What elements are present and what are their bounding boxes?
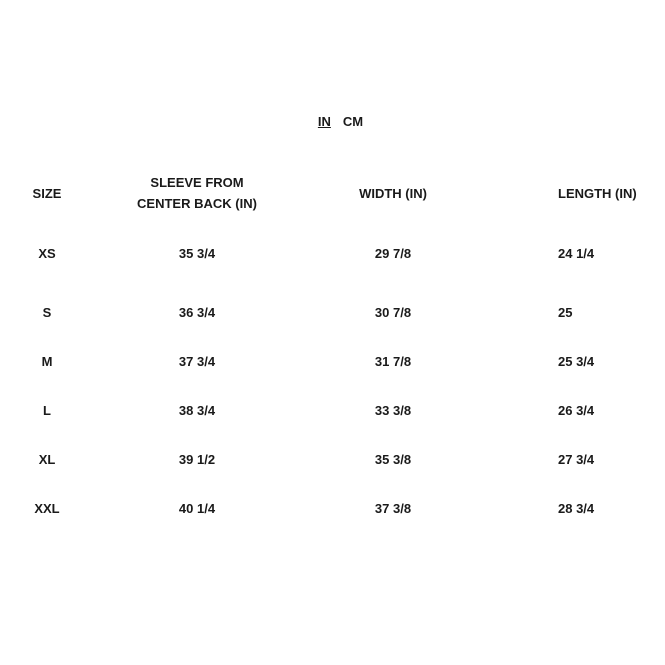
table-row (0, 386, 665, 435)
header-length: LENGTH (IN) (558, 185, 637, 201)
size-chart-table (0, 168, 665, 533)
unit-cm-tab[interactable]: CM (342, 114, 364, 129)
cell-size: XL (38, 452, 56, 467)
cell-size: XXL (34, 501, 60, 516)
unit-toggle (0, 114, 665, 130)
cell-size: M (41, 354, 53, 369)
cell-length: 25 (558, 305, 573, 320)
cell-length: 26 3/4 (558, 403, 595, 418)
cell-length: 28 3/4 (558, 501, 595, 516)
cell-width: 29 7/8 (374, 245, 412, 261)
cell-width: 30 7/8 (374, 305, 412, 320)
cell-sleeve: 38 3/4 (178, 403, 216, 418)
header-size: SIZE (32, 185, 62, 201)
header-sleeve-label: SLEEVE FROM CENTER BACK (IN) (137, 175, 257, 211)
unit-in-tab[interactable]: IN (317, 114, 331, 129)
header-width: WIDTH (IN) (359, 185, 427, 201)
table-row (0, 435, 665, 484)
table-row (0, 218, 665, 288)
cell-sleeve: 39 1/2 (178, 452, 216, 467)
table-row (0, 337, 665, 386)
cell-sleeve: 40 1/4 (178, 501, 216, 516)
table-row (0, 484, 665, 533)
cell-sleeve: 37 3/4 (178, 354, 216, 369)
cell-width: 33 3/8 (374, 403, 412, 418)
cell-width: 37 3/8 (374, 501, 412, 516)
cell-length: 25 3/4 (558, 354, 595, 369)
table-header-row (0, 168, 665, 218)
cell-length: 27 3/4 (558, 452, 595, 467)
table-row (0, 288, 665, 337)
cell-width: 35 3/8 (374, 452, 412, 467)
cell-size: L (43, 403, 51, 418)
cell-length: 24 1/4 (558, 245, 595, 261)
cell-sleeve: 35 3/4 (178, 245, 216, 261)
cell-size: XS (38, 245, 56, 261)
header-sleeve (94, 168, 300, 218)
cell-sleeve: 36 3/4 (178, 305, 216, 320)
cell-size: S (42, 305, 52, 320)
cell-width: 31 7/8 (374, 354, 412, 369)
